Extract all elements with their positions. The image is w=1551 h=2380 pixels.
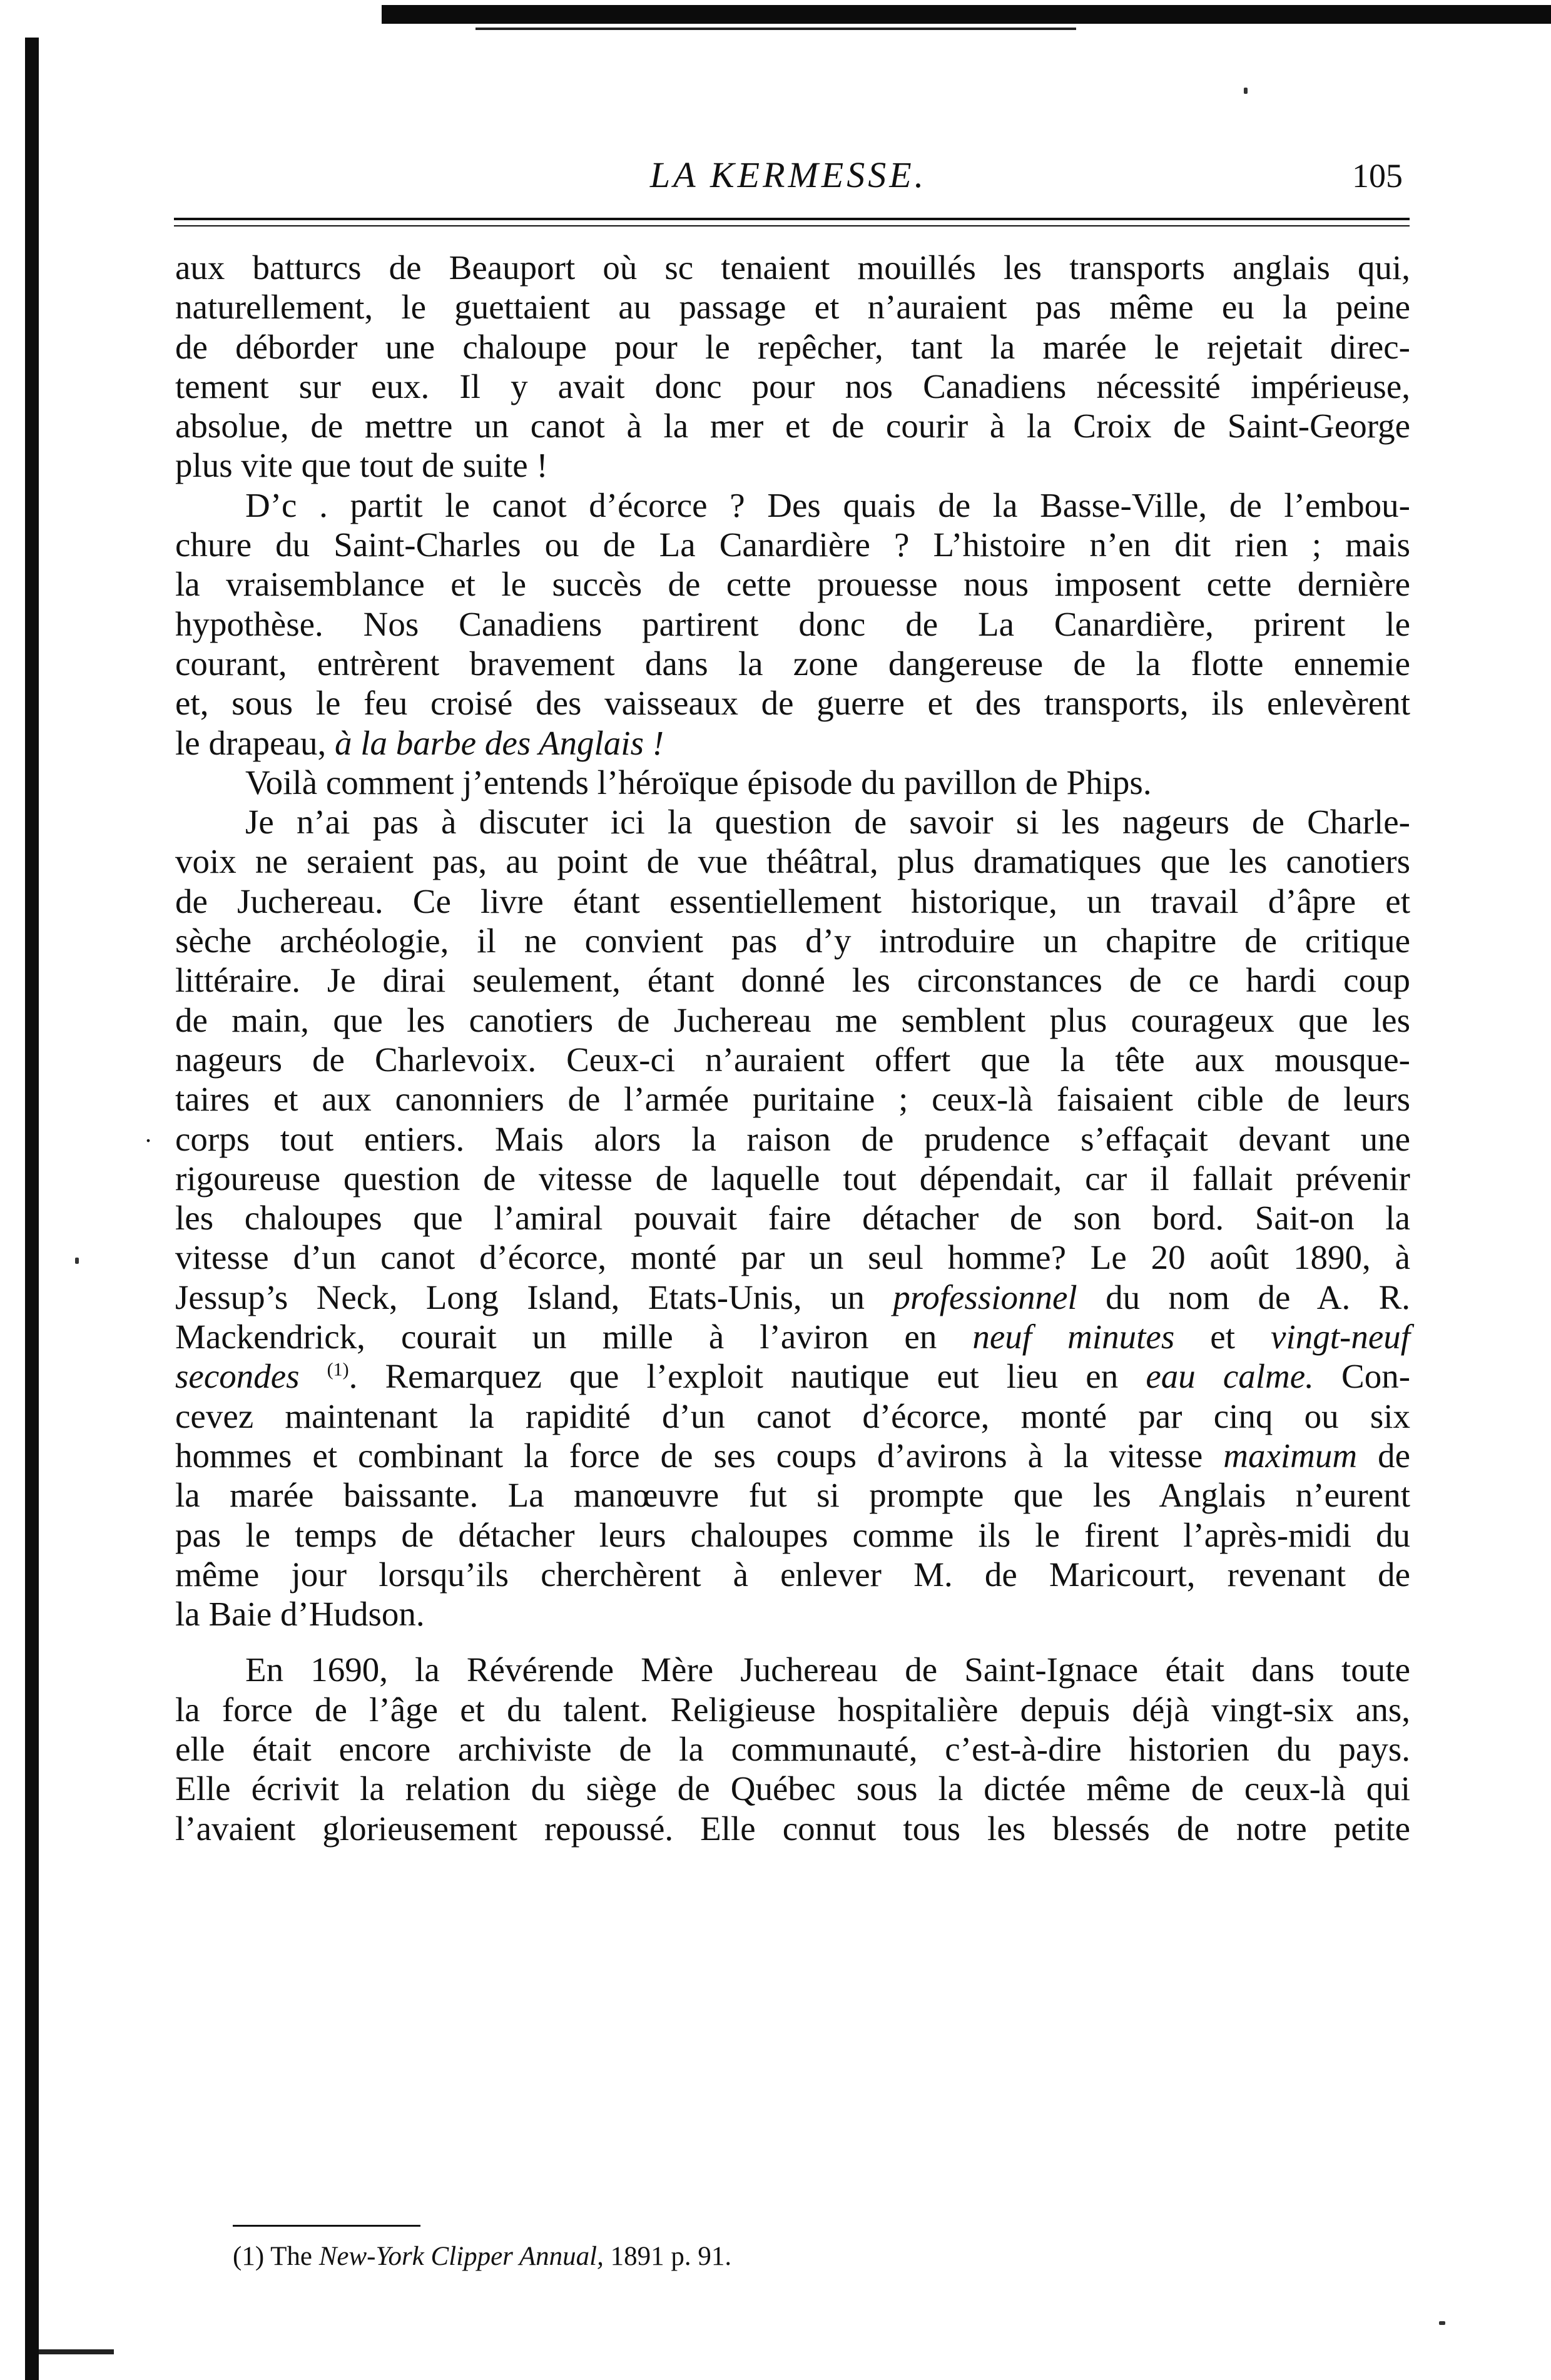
- text-line: rigoureuse question de vitesse de laquelle tout dépendait, car il fallait prévenir: [175, 1159, 1410, 1198]
- text-line: taires et aux canonniers de l’armée puritaine ; ceux-là faisaient cible de leurs: [175, 1080, 1410, 1119]
- scan-border-top: [382, 5, 1551, 24]
- text-line: nageurs de Charlevoix. Ceux-ci n’auraient offert que la tête aux mousque-: [175, 1040, 1410, 1079]
- text-span: de: [1378, 1436, 1410, 1475]
- scan-speck: [1244, 88, 1248, 94]
- text-line: D’c . partit le canot d’écorce ? Des quais de la Basse-Ville, de l’embou-: [245, 486, 1410, 524]
- paragraph: [175, 1650, 1410, 1848]
- text-line: de déborder une chaloupe pour le repêcher, tant la marée le rejetait direc-: [175, 327, 1410, 366]
- page-body: [175, 248, 1410, 1848]
- italic-phrase: professionnel: [893, 1278, 1077, 1316]
- footnote-title: New-York Clipper Annual,: [318, 2242, 604, 2271]
- text-span: Jessup’s Neck, Long Island, Etats-Unis, un: [175, 1278, 865, 1316]
- text-span: hommes et combinant la force de ses coups d’avirons à la vitesse: [175, 1436, 1203, 1475]
- text-line: de Juchereau. Ce livre étant essentiellement historique, un travail d’âpre et: [175, 882, 1410, 920]
- text-line: les chaloupes que l’amiral pouvait faire détacher de son bord. Sait-on la: [175, 1199, 1410, 1238]
- paragraph: [175, 763, 1410, 802]
- text-line: et, sous le feu croisé des vaisseaux de guerre et des transports, ils enlevèrent: [175, 684, 1410, 723]
- footnote-text: 1891 p. 91.: [603, 2242, 732, 2271]
- text-line: la Baie d’Hudson.: [175, 1595, 425, 1634]
- italic-phrase: à la barbe des Anglais !: [335, 723, 664, 762]
- text-line: l’avaient glorieusement repoussé. Elle connut tous les blessés de notre petite: [175, 1809, 1410, 1848]
- text-line: sèche archéologie, il ne convient pas d’y introduire un chapitre de critique: [175, 922, 1410, 960]
- scan-border-corner: [39, 2349, 114, 2354]
- text-line: la force de l’âge et du talent. Religieuse hospitalière depuis déjà vingt-six ans,: [175, 1690, 1410, 1729]
- text-line: Elle écrivit la relation du siège de Québec sous la dictée même de ceux-là qui: [175, 1769, 1410, 1808]
- page-number: 105: [1352, 157, 1403, 195]
- text-line: de main, que les canotiers de Juchereau me semblent plus courageux que les: [175, 1000, 1410, 1039]
- running-title: LA KERMESSE.: [649, 155, 927, 195]
- footnote-rule: [233, 2225, 420, 2227]
- scan-border-left: [25, 38, 39, 2380]
- text-line: même jour lorsqu’ils cherchèrent à enlever M. de Maricourt, revenant de: [175, 1555, 1410, 1594]
- paragraph: [175, 802, 1410, 1634]
- text-line: [175, 723, 1410, 763]
- text-line: tement sur eux. Il y avait donc pour nos Canadiens nécessité impérieuse,: [175, 367, 1410, 405]
- text-span: Mackendrick, courait un mille à l’aviron en: [175, 1318, 937, 1356]
- text-line: courant, entrèrent bravement dans la zone dangereuse de la flotte ennemie: [175, 644, 1410, 683]
- italic-phrase: eau calme.: [1146, 1357, 1314, 1396]
- text-span: . Remarquez que l’exploit nautique eut lieu en: [348, 1357, 1119, 1396]
- footnote-reference: (1): [327, 1359, 349, 1380]
- text-line: hypothèse. Nos Canadiens partirent donc de La Canardière, prirent le: [175, 604, 1410, 643]
- text-line: Je n’ai pas à discuter ici la question de savoir si les nageurs de Charle-: [245, 803, 1410, 842]
- scan-rule-top: [475, 28, 1076, 30]
- header-double-rule: [174, 218, 1410, 226]
- text-line: aux batturcs de Beauport où sc tenaient mouillés les transports anglais qui,: [175, 248, 1410, 287]
- text-line: voix ne seraient pas, au point de vue théâtral, plus dramatiques que les canotiers: [175, 842, 1410, 881]
- text-line: [175, 1356, 1410, 1396]
- text-span: le drapeau,: [175, 723, 335, 762]
- text-line: corps tout entiers. Mais alors la raison de prudence s’effaçait devant une: [175, 1119, 1410, 1158]
- text-line: [175, 1278, 1410, 1317]
- paragraph: [175, 486, 1410, 763]
- paragraph: [175, 248, 1410, 486]
- text-line: vitesse d’un canot d’écorce, monté par un seul homme? Le 20 août 1890, à: [175, 1238, 1410, 1277]
- italic-phrase: secondes: [175, 1357, 300, 1396]
- text-line: pas le temps de détacher leurs chaloupes comme ils le firent l’après-midi du: [175, 1515, 1410, 1554]
- italic-phrase: maximum: [1223, 1436, 1358, 1475]
- text-span: et: [1210, 1318, 1235, 1356]
- paragraph-gap: [175, 1634, 1410, 1650]
- text-span: Con-: [1341, 1357, 1411, 1396]
- text-line: [175, 1436, 1410, 1475]
- scan-speck: [1439, 2321, 1445, 2325]
- footnote: [233, 2241, 731, 2272]
- scan-speck: [75, 1258, 79, 1264]
- text-line: littéraire. Je dirai seulement, étant donné les circonstances de ce hardi coup: [175, 961, 1410, 1000]
- italic-phrase: vingt-neuf: [1271, 1318, 1411, 1356]
- text-line: Voilà comment j’entends l’héroïque épisode du pavillon de Phips.: [245, 763, 1152, 801]
- italic-phrase: neuf minutes: [972, 1318, 1175, 1356]
- text-span: du nom de A. R.: [1106, 1278, 1410, 1316]
- footnote-marker: (1) The: [233, 2242, 319, 2271]
- text-line: elle était encore archiviste de la communauté, c’est-à-dire historien du pays.: [175, 1729, 1410, 1768]
- text-line: cevez maintenant la rapidité d’un canot d’écorce, monté par cinq ou six: [175, 1396, 1410, 1435]
- text-line: chure du Saint-Charles ou de La Canardière ? L’histoire n’en dit rien ; mais: [175, 526, 1410, 564]
- text-line: En 1690, la Révérende Mère Juchereau de Saint-Ignace était dans toute: [245, 1650, 1410, 1689]
- margin-mark: .: [145, 1119, 151, 1147]
- text-line: naturellement, le guettaient au passage et n’auraient pas même eu la peine: [175, 288, 1410, 327]
- text-line: la vraisemblance et le succès de cette prouesse nous imposent cette dernière: [175, 565, 1410, 604]
- text-line: plus vite que tout de suite !: [175, 446, 548, 485]
- text-line: [175, 1317, 1410, 1356]
- text-line: la marée baissante. La manœuvre fut si prompte que les Anglais n’eurent: [175, 1476, 1410, 1515]
- page-header: [163, 154, 1414, 204]
- text-line: absolue, de mettre un canot à la mer et de courir à la Croix de Saint-George: [175, 407, 1410, 445]
